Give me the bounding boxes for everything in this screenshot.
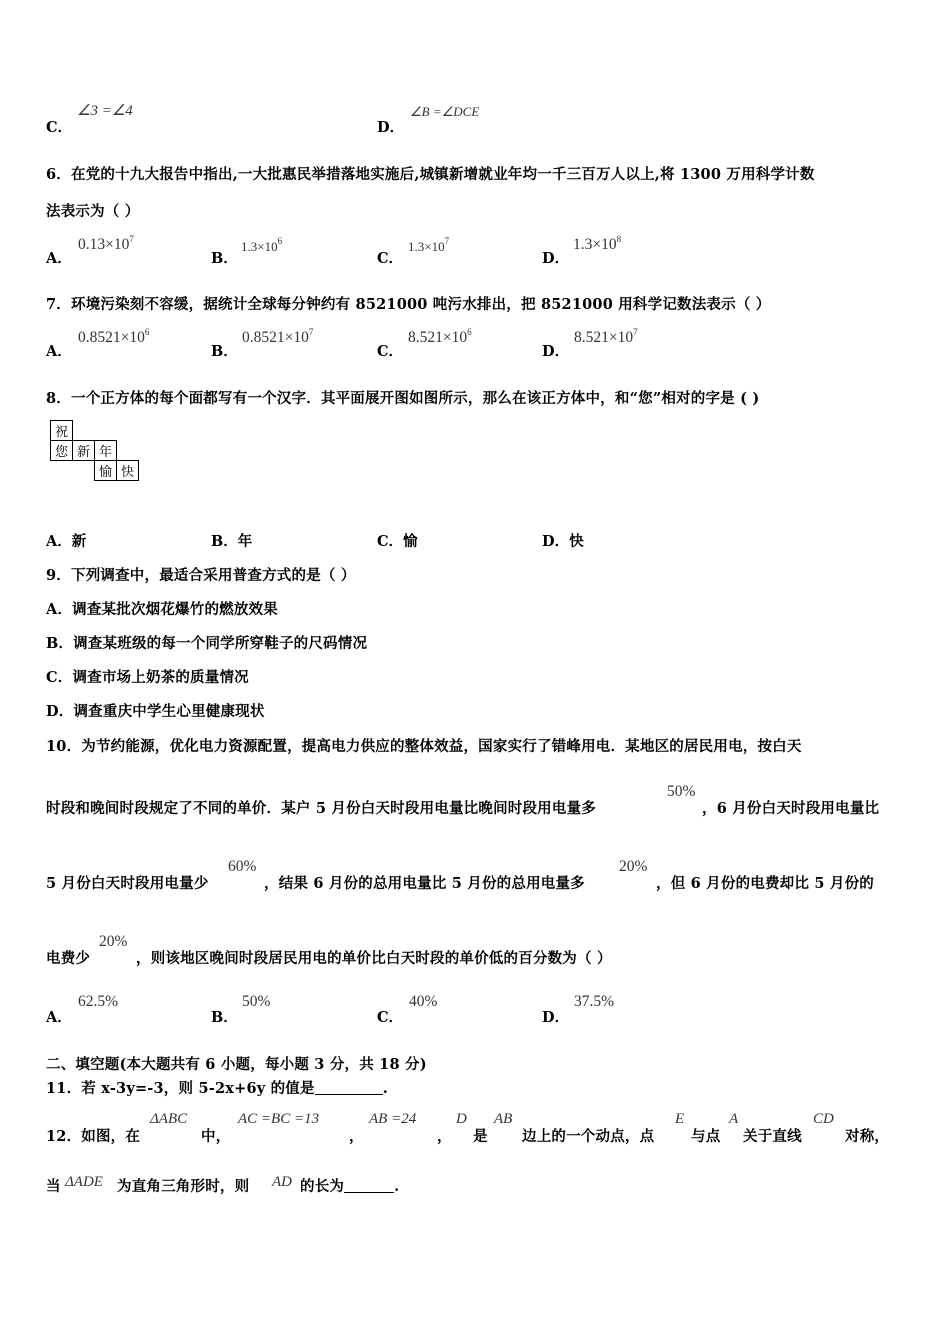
q12-math-ac-bc: AC =BC =13 — [238, 1111, 320, 1127]
q10-text-line2b: ，6 月份白天时段用电量比 — [702, 800, 880, 817]
q10-option-d-value: 37.5% — [574, 993, 615, 1010]
q9-option-b: B．调查某班级的每一个同学所穿鞋子的尺码情况 — [46, 635, 368, 652]
q12-math-ad: AD — [272, 1174, 292, 1190]
q8-text: 8．一个正方体的每个面都写有一个汉字．其平面展开图如图所示，那么在该正方体中，和“您”相对的字是 ( ) — [46, 390, 760, 407]
q12-line2-c: 的长为 . — [300, 1178, 400, 1195]
q6-option-d-label: D． — [542, 250, 570, 267]
q6-option-b-label: B． — [211, 250, 238, 267]
q10-text-line4b: ，则该地区晚间时段居民用电的单价比白天时段的单价低的百分数为（ ） — [136, 950, 612, 967]
q9-option-d: D．调查重庆中学生心里健康现状 — [46, 703, 265, 720]
q12-line2-a: 当 — [46, 1178, 61, 1195]
q10-percent-20b: 20% — [99, 933, 128, 950]
q10-option-a-value: 62.5% — [78, 993, 119, 1010]
net-cell-zhu: 祝 — [51, 421, 73, 441]
q7-option-d-value: $8.521\times 10^7$ — [574, 327, 638, 346]
q11-text: 11．若 x-3y=-3，则 5-2x+6y 的值是 . — [46, 1080, 388, 1097]
q10-text-line4a: 电费少 — [46, 950, 91, 967]
q10-text-line1: 10．为节约能源，优化电力资源配置，提高电力供应的整体效益，国家实行了错峰用电．某地区的居民用电，按白天 — [46, 738, 802, 755]
q12-math-triangle-abc: ΔABC — [150, 1111, 188, 1127]
q9-text: 9．下列调查中，最适合采用普查方式的是（ ） — [46, 567, 356, 584]
q8-option-c: C．愉 — [377, 533, 418, 550]
q10-percent-50: 50% — [667, 783, 696, 800]
q10-text-line3b: ，结果 6 月份的总用电量比 5 月份的总用电量多 — [264, 875, 585, 892]
q5-option-c-expr: ∠3 =∠4 — [77, 103, 133, 119]
q10-option-c-value: 40% — [409, 993, 438, 1010]
q6-option-b-value: $1.3\times 10^6$ — [241, 236, 283, 254]
q10-percent-20a: 20% — [619, 858, 648, 875]
q7-option-a-label: A． — [46, 343, 72, 360]
q10-option-d-label: D． — [542, 1009, 570, 1026]
q12-math-ab: AB =24 — [369, 1111, 417, 1127]
q7-text: 7．环境污染刻不容缓，据统计全球每分钟约有 8521000 吨污水排出，把 8521000 用科学记数法表示（ ） — [46, 296, 771, 313]
q8-option-d: D．快 — [542, 533, 584, 550]
q6-option-c-value: $1.3\times 10^7$ — [408, 236, 450, 254]
net-cell-yu: 愉 — [95, 461, 117, 481]
q5-option-d-label: D． — [377, 119, 405, 136]
q5-option-d-expr: ∠B =∠DCE — [410, 104, 480, 119]
q12-math-e: E — [675, 1111, 685, 1127]
net-cell-xin: 新 — [73, 441, 95, 461]
q11-answer-blank — [315, 1080, 383, 1095]
net-cell-nin: 您 — [51, 441, 73, 461]
q6-option-a-value: $0.13\times 10^7$ — [78, 234, 134, 253]
net-cell-kuai: 快 — [117, 461, 139, 481]
q6-option-a-label: A． — [46, 250, 72, 267]
q9-option-c: C．调查市场上奶茶的质量情况 — [46, 669, 249, 686]
net-cell-nian: 年 — [95, 441, 117, 461]
q12-math-d: D — [456, 1111, 467, 1127]
q12-text-8: 关于直线 — [743, 1128, 802, 1145]
q12-text-9: 对称， — [845, 1128, 890, 1145]
q12-math-triangle-ade: ΔADE — [65, 1174, 103, 1190]
cube-net-figure — [50, 420, 139, 481]
q10-text-line3a: 5 月份白天时段用电量少 — [46, 875, 209, 892]
q7-option-b-value: $0.8521\times 10^7$ — [242, 327, 314, 346]
q12-math-a: A — [729, 1111, 739, 1127]
q12-text-1: 12．如图，在 — [46, 1128, 141, 1145]
q10-option-b-value: 50% — [242, 993, 271, 1010]
q7-option-a-value: $0.8521\times 10^6$ — [78, 327, 150, 346]
q12-text-2: 中， — [201, 1128, 231, 1145]
q12-text-7: 与点 — [691, 1128, 721, 1145]
q10-option-a-label: A． — [46, 1009, 72, 1026]
q10-text-line2a: 时段和晚间时段规定了不同的单价．某户 5 月份白天时段用电量比晚间时段用电量多 — [46, 800, 596, 817]
q8-option-b: B．年 — [211, 533, 253, 550]
q10-percent-60: 60% — [228, 858, 257, 875]
q12-line2-b: 为直角三角形时，则 — [117, 1178, 250, 1195]
q12-math-cd: CD — [813, 1111, 834, 1127]
q12-text-6: 边上的一个动点，点 — [522, 1128, 655, 1145]
q7-option-d-label: D． — [542, 343, 570, 360]
q6-text-line2: 法表示为（ ） — [46, 203, 140, 220]
q5-option-c-label: C． — [46, 119, 73, 136]
q7-option-c-value: $8.521\times 10^6$ — [408, 327, 472, 346]
q12-text-3: ， — [349, 1128, 364, 1145]
q8-option-a: A．新 — [46, 533, 87, 550]
q6-text-line1: 6．在党的十九大报告中指出,一大批惠民举措落地实施后,城镇新增就业年均一千三百万人以上,将 1300 万用科学计数 — [46, 166, 815, 183]
q12-text-5: 是 — [473, 1128, 488, 1145]
q10-option-c-label: C． — [377, 1009, 404, 1026]
q10-option-b-label: B． — [211, 1009, 238, 1026]
q6-option-c-label: C． — [377, 250, 404, 267]
q7-option-b-label: B． — [211, 343, 238, 360]
q12-answer-blank — [344, 1178, 394, 1193]
q9-option-a: A．调查某批次烟花爆竹的燃放效果 — [46, 601, 278, 618]
q12-math-ab-2: AB — [494, 1111, 513, 1127]
q10-text-line3c: ，但 6 月份的电费却比 5 月份的 — [656, 875, 874, 892]
q7-option-c-label: C． — [377, 343, 404, 360]
q12-text-4: ， — [437, 1128, 452, 1145]
section-2-title: 二、填空题(本大题共有 6 小题，每小题 3 分，共 18 分) — [46, 1056, 427, 1073]
q6-option-d-value: $1.3\times 10^8$ — [573, 234, 622, 253]
